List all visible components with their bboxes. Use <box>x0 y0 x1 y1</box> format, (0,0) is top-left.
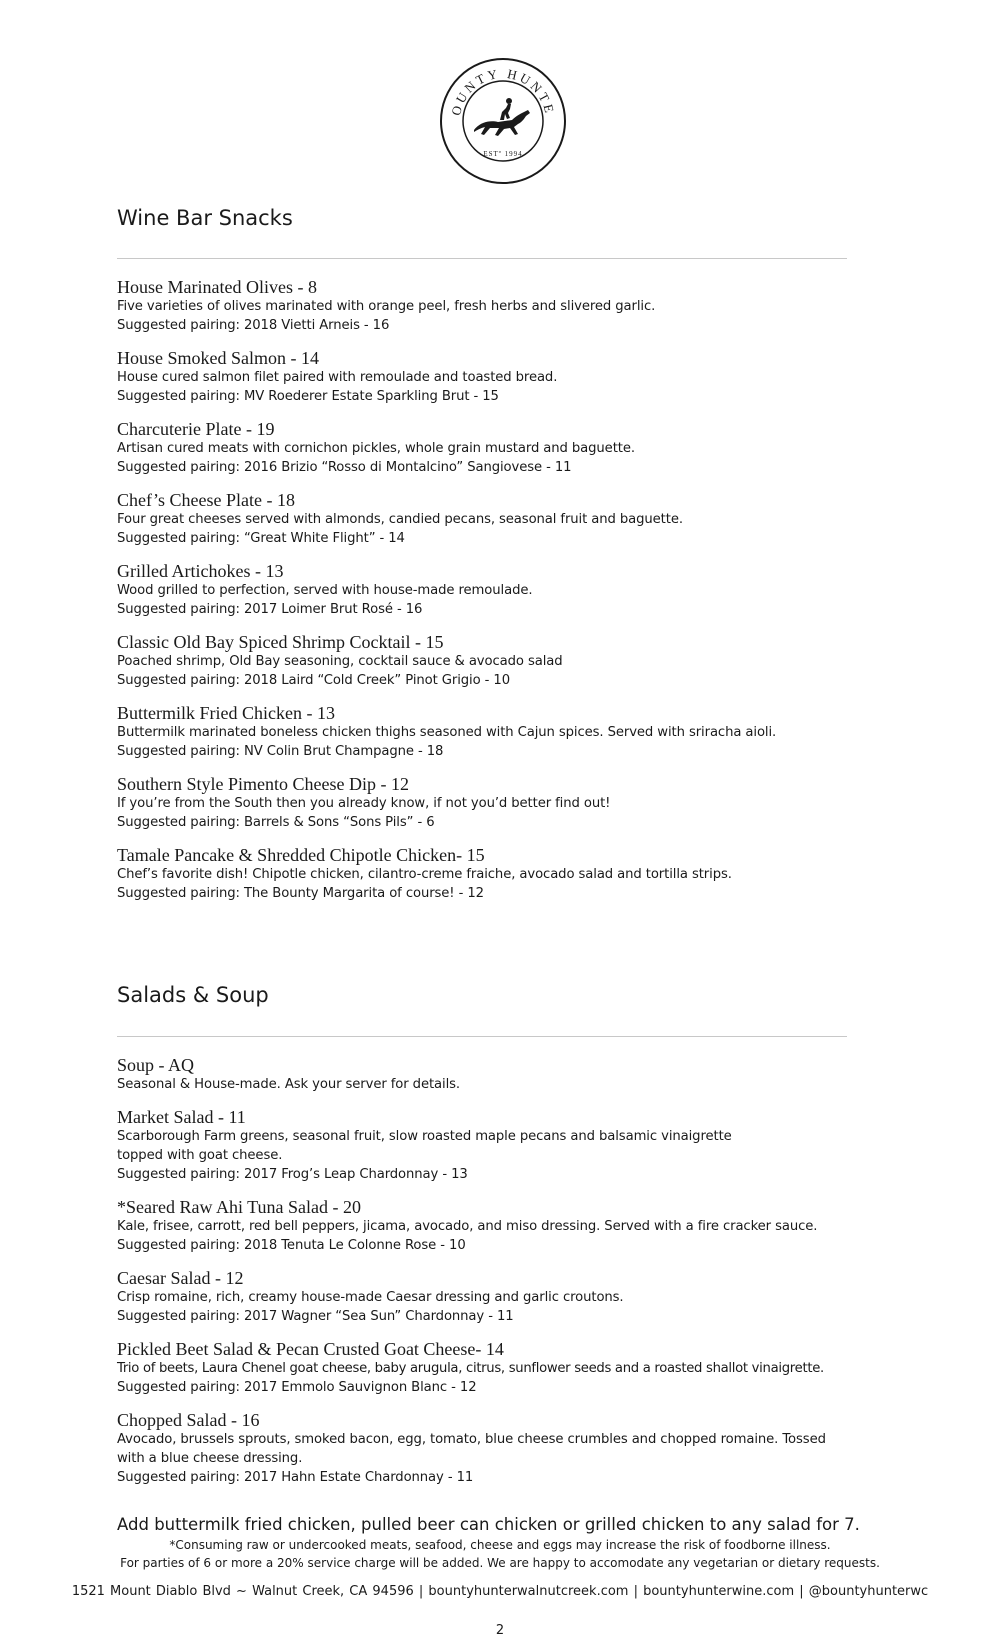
section-title-wine-bar-snacks: Wine Bar Snacks <box>117 206 293 230</box>
menu-item-description: Avocado, brussels sprouts, smoked bacon, egg, tomato, blue cheese crumbles and chopped romaine. Tossed with a blue cheese dressing. <box>117 1432 826 1466</box>
menu-item-name: Tamale Pancake & Shredded Chipotle Chicken- 15 <box>117 845 485 865</box>
section-divider <box>117 1036 847 1037</box>
menu-item-pairing: Suggested pairing: NV Colin Brut Champagne - 18 <box>117 744 444 759</box>
menu-item <box>117 1107 877 1184</box>
menu-item <box>117 1055 877 1094</box>
logo-established: ESTº 1994 <box>483 150 523 158</box>
menu-item-pairing: Suggested pairing: 2018 Tenuta Le Colonne Rose - 10 <box>117 1238 466 1253</box>
menu-item-description: Chef’s favorite dish! Chipotle chicken, cilantro-creme fraiche, avocado salad and tortilla strips. <box>117 867 732 882</box>
menu-item <box>117 1268 877 1326</box>
page-number: 2 <box>495 1623 505 1638</box>
menu-item-description: Kale, frisee, carrott, red bell peppers, jicama, avocado, and miso dressing. Served with a fire cracker sauce. <box>117 1219 818 1234</box>
menu-item-description: Four great cheeses served with almonds, candied pecans, seasonal fruit and baguette. <box>117 512 683 527</box>
menu-item-description: Wood grilled to perfection, served with house-made remoulade. <box>117 583 533 598</box>
service-charge-note: For parties of 6 or more a 20% service charge will be added. We are happy to accomodate any vegetarian or dietary requests. <box>120 1556 880 1570</box>
menu-item-pairing: Suggested pairing: 2017 Wagner “Sea Sun” Chardonnay - 11 <box>117 1309 514 1324</box>
menu-item <box>117 419 877 477</box>
menu-item-pairing: Suggested pairing: 2017 Hahn Estate Chardonnay - 11 <box>117 1470 474 1485</box>
salads-soup-list <box>117 1055 877 1500</box>
menu-item-pairing: Suggested pairing: Barrels & Sons “Sons Pils” - 6 <box>117 815 435 830</box>
menu-item-pairing: Suggested pairing: 2017 Loimer Brut Rosé - 16 <box>117 602 423 617</box>
menu-item-description: Five varieties of olives marinated with orange peel, fresh herbs and slivered garlic. <box>117 299 656 314</box>
menu-item <box>117 561 877 619</box>
logo-wordmark: OUNTY HUNTE <box>448 65 558 117</box>
menu-item-description: Poached shrimp, Old Bay seasoning, cocktail sauce & avocado salad <box>117 654 563 669</box>
menu-item-name: Buttermilk Fried Chicken - 13 <box>117 703 335 723</box>
menu-item-name: Classic Old Bay Spiced Shrimp Cocktail - 15 <box>117 632 444 652</box>
menu-item-name: Southern Style Pimento Cheese Dip - 12 <box>117 774 409 794</box>
horse-rider-icon <box>474 98 530 136</box>
menu-item-description: Scarborough Farm greens, seasonal fruit, slow roasted maple pecans and balsamic vinaigrette topped with goat cheese. <box>117 1129 732 1163</box>
menu-item-description: Crisp romaine, rich, creamy house-made Caesar dressing and garlic croutons. <box>117 1290 624 1305</box>
svg-text:BOUNTY HUNTER <box>438 56 558 117</box>
menu-item <box>117 1339 877 1397</box>
footer-contact: 1521 Mount Diablo Blvd ~ Walnut Creek, CA 94596 | bountyhunterwalnutcreek.com | bountyhunterwine.com | @bountyhunterwc <box>71 1584 929 1599</box>
menu-item-name: Chef’s Cheese Plate - 18 <box>117 490 295 510</box>
menu-item <box>117 1197 877 1255</box>
menu-item-pairing: Suggested pairing: 2016 Brizio “Rosso di Montalcino” Sangiovese - 11 <box>117 460 572 475</box>
menu-item-description: House cured salmon filet paired with remoulade and toasted bread. <box>117 370 558 385</box>
menu-item-name: Caesar Salad - 12 <box>117 1268 244 1288</box>
menu-item-description: If you’re from the South then you already know, if not you’d better find out! <box>117 796 611 811</box>
menu-item-pairing: Suggested pairing: The Bounty Margarita of course! - 12 <box>117 886 484 901</box>
menu-item-pairing: Suggested pairing: 2018 Laird “Cold Creek” Pinot Grigio - 10 <box>117 673 511 688</box>
menu-item-pairing: Suggested pairing: 2018 Vietti Arneis - 16 <box>117 318 390 333</box>
menu-item-name: Market Salad - 11 <box>117 1107 246 1127</box>
menu-item-name: Pickled Beet Salad & Pecan Crusted Goat Cheese- 14 <box>117 1339 504 1359</box>
menu-item <box>117 1410 877 1487</box>
menu-item-pairing: Suggested pairing: “Great White Flight” - 14 <box>117 531 405 546</box>
menu-item-description: Trio of beets, Laura Chenel goat cheese, baby arugula, citrus, sunflower seeds and a roasted shallot vinaigrette. <box>117 1361 824 1376</box>
menu-item-name: Grilled Artichokes - 13 <box>117 561 284 581</box>
menu-item-name: *Seared Raw Ahi Tuna Salad - 20 <box>117 1197 361 1217</box>
menu-item-pairing: Suggested pairing: MV Roederer Estate Sparkling Brut - 15 <box>117 389 499 404</box>
menu-item-pairing: Suggested pairing: 2017 Emmolo Sauvignon Blanc - 12 <box>117 1380 477 1395</box>
menu-item <box>117 632 877 690</box>
menu-item-description: Seasonal & House-made. Ask your server for details. <box>117 1077 461 1092</box>
section-divider <box>117 258 847 259</box>
wine-bar-snacks-list <box>117 277 877 916</box>
menu-item-name: Soup - AQ <box>117 1055 195 1075</box>
menu-item-description: Buttermilk marinated boneless chicken thighs seasoned with Cajun spices. Served with sriracha aioli. <box>117 725 777 740</box>
menu-item <box>117 348 877 406</box>
menu-item-name: Chopped Salad - 16 <box>117 1410 260 1430</box>
menu-item <box>117 774 877 832</box>
bounty-hunter-logo <box>438 56 568 186</box>
food-safety-disclaimer: *Consuming raw or undercooked meats, seafood, cheese and eggs may increase the risk of foodborne illness. <box>169 1538 831 1552</box>
salad-addon-note: Add buttermilk fried chicken, pulled beer can chicken or grilled chicken to any salad for 7. <box>117 1515 860 1534</box>
menu-item-name: Charcuterie Plate - 19 <box>117 419 275 439</box>
menu-item <box>117 490 877 548</box>
menu-item-name: House Marinated Olives - 8 <box>117 277 317 297</box>
menu-item <box>117 703 877 761</box>
section-title-salads-soup: Salads & Soup <box>117 983 269 1007</box>
menu-item-name: House Smoked Salmon - 14 <box>117 348 319 368</box>
menu-item-pairing: Suggested pairing: 2017 Frog’s Leap Chardonnay - 13 <box>117 1167 468 1182</box>
logo-emblem <box>438 56 568 186</box>
menu-item <box>117 845 877 903</box>
menu-item <box>117 277 877 335</box>
menu-item-description: Artisan cured meats with cornichon pickles, whole grain mustard and baguette. <box>117 441 635 456</box>
